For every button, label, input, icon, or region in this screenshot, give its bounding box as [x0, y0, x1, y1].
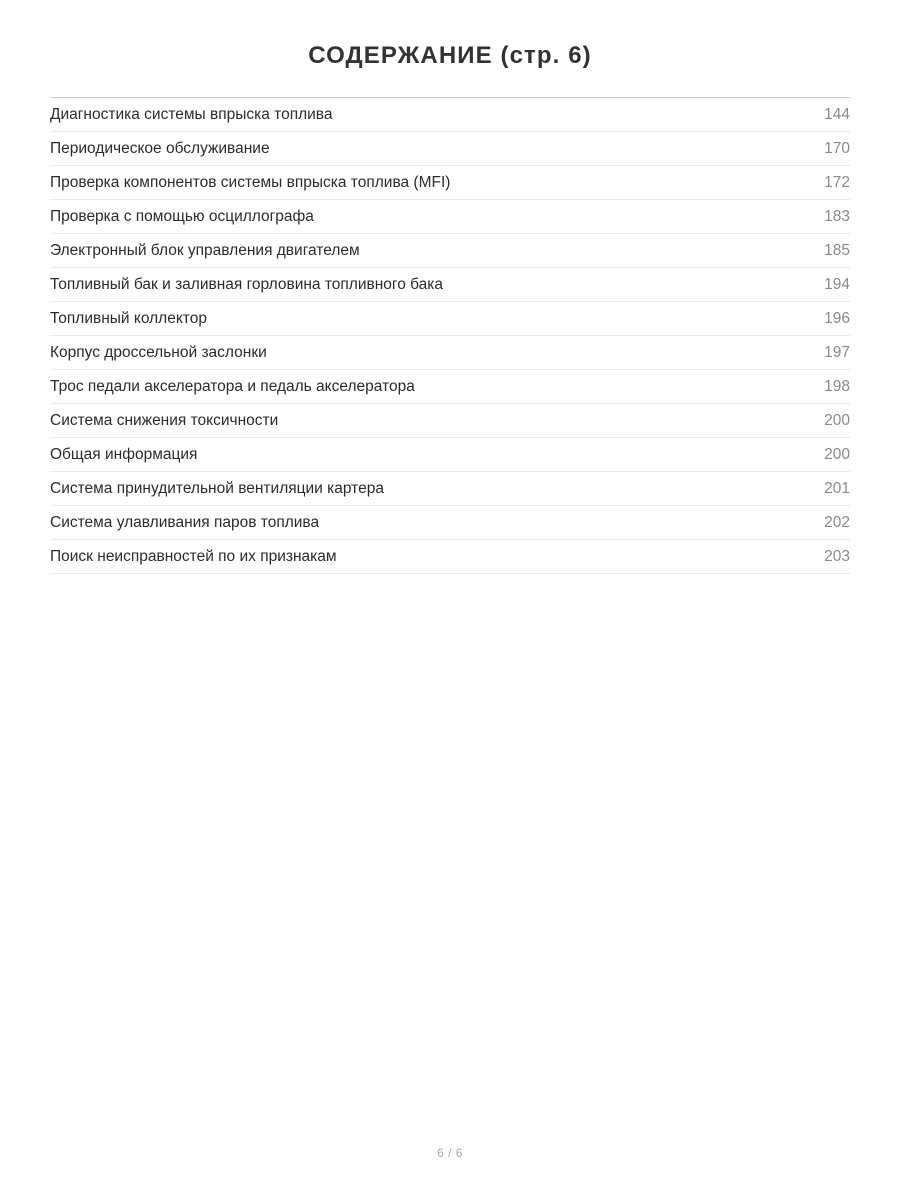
toc-entry-label: Трос педали акселератора и педаль акселератора [50, 378, 415, 395]
toc-entry-label: Диагностика системы впрыска топлива [50, 106, 333, 123]
toc-entry-label: Проверка компонентов системы впрыска топлива (MFI) [50, 174, 451, 191]
toc-entry[interactable] [50, 98, 850, 132]
table-of-contents-list [50, 98, 850, 574]
toc-entry[interactable] [50, 370, 850, 404]
toc-entry[interactable] [50, 268, 850, 302]
toc-entry[interactable] [50, 200, 850, 234]
toc-entry-page-number: 196 [824, 310, 850, 327]
toc-entry-page-number: 200 [824, 446, 850, 463]
toc-entry-page-number: 172 [824, 174, 850, 191]
toc-entry[interactable] [50, 166, 850, 200]
toc-entry-page-number: 200 [824, 412, 850, 429]
toc-entry[interactable] [50, 438, 850, 472]
toc-entry-label: Топливный бак и заливная горловина топливного бака [50, 276, 444, 293]
page-footer: 6 / 6 [437, 1146, 463, 1160]
toc-entry-page-number: 185 [824, 242, 850, 259]
toc-entry[interactable] [50, 132, 850, 166]
toc-entry-label: Корпус дроссельной заслонки [50, 344, 267, 361]
toc-entry-label: Общая информация [50, 446, 198, 463]
page-whitespace [0, 574, 900, 1146]
toc-entry[interactable] [50, 234, 850, 268]
toc-entry-label: Система принудительной вентиляции картера [50, 480, 384, 497]
toc-entry-label: Поиск неисправностей по их признакам [50, 548, 337, 565]
toc-entry-page-number: 202 [824, 514, 850, 531]
toc-entry-label: Топливный коллектор [50, 310, 207, 327]
toc-entry[interactable] [50, 472, 850, 506]
toc-entry-page-number: 203 [824, 548, 850, 565]
toc-entry-page-number: 144 [824, 106, 850, 123]
toc-entry[interactable] [50, 302, 850, 336]
toc-entry[interactable] [50, 404, 850, 438]
toc-entry-label: Периодическое обслуживание [50, 140, 270, 157]
toc-entry[interactable] [50, 336, 850, 370]
toc-entry-page-number: 183 [824, 208, 850, 225]
toc-entry[interactable] [50, 540, 850, 574]
toc-entry-label: Система снижения токсичности [50, 412, 279, 429]
toc-entry-page-number: 201 [824, 480, 850, 497]
page-title: СОДЕРЖАНИЕ (стр. 6) [308, 42, 592, 69]
toc-entry-page-number: 198 [824, 378, 850, 395]
toc-entry-page-number: 197 [824, 344, 850, 361]
toc-entry-label: Система улавливания паров топлива [50, 514, 320, 531]
toc-entry[interactable] [50, 506, 850, 540]
toc-entry-page-number: 194 [824, 276, 850, 293]
toc-entry-label: Проверка с помощью осциллографа [50, 208, 314, 225]
toc-entry-label: Электронный блок управления двигателем [50, 242, 360, 259]
toc-entry-page-number: 170 [824, 140, 850, 157]
